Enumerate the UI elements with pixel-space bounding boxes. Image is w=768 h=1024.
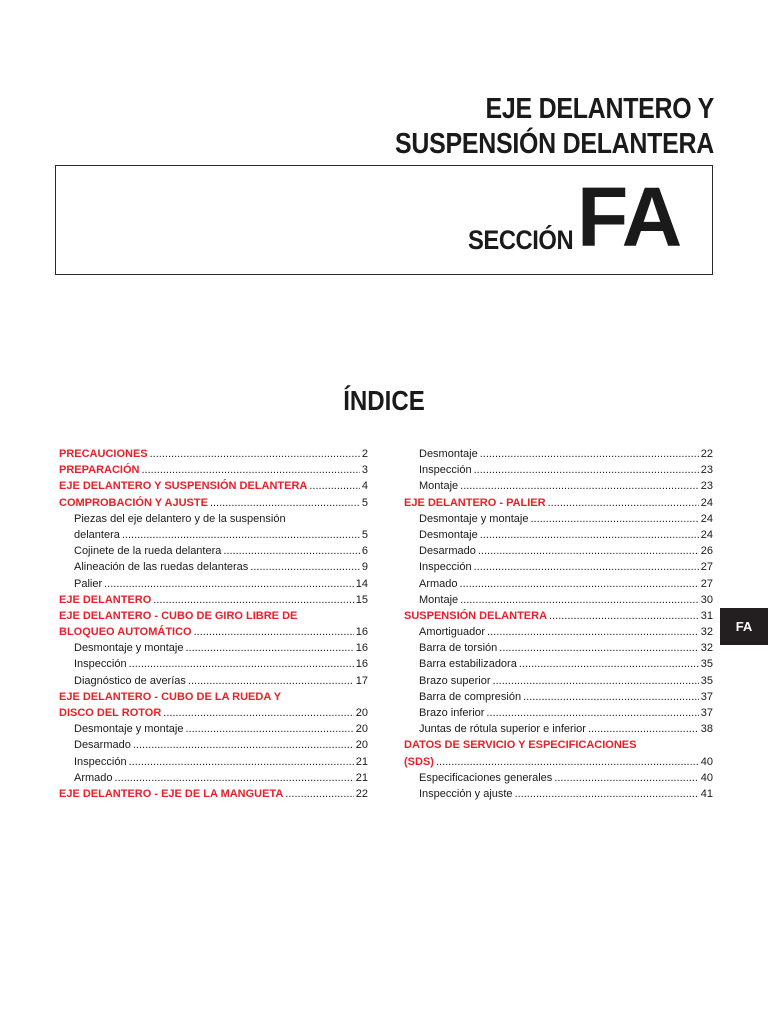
toc-entry-label: Diagnóstico de averías (74, 674, 186, 687)
toc-entry[interactable] (59, 754, 368, 770)
toc-leader-dots (150, 446, 360, 462)
toc-leader-dots (141, 462, 359, 478)
toc-leader-dots (115, 770, 354, 786)
toc-entry-page: 6 (361, 545, 368, 558)
toc-entry[interactable] (59, 770, 368, 786)
section-label: SECCIÓN (468, 225, 574, 255)
toc-entry-label: Inspección (74, 755, 127, 768)
toc-entry-label: Desarmado (419, 545, 476, 558)
toc-entry-page: 27 (700, 577, 713, 590)
toc-entry[interactable] (404, 608, 713, 624)
toc-leader-dots (104, 576, 354, 592)
toc-entry-page: 20 (355, 707, 368, 719)
toc-entry[interactable] (404, 495, 713, 511)
toc-leader-dots (250, 559, 360, 575)
toc-leader-dots (133, 737, 354, 753)
toc-leader-dots (515, 786, 699, 802)
toc-entry[interactable] (404, 689, 713, 705)
toc-entry-page: 4 (361, 480, 368, 493)
toc-leader-dots (129, 656, 354, 672)
toc-entry-label: Armado (419, 577, 458, 590)
toc-entry-label: Barra de compresión (419, 690, 522, 703)
toc-leader-dots (487, 624, 699, 640)
toc-entry[interactable] (59, 511, 368, 527)
toc-entry-label: Armado (74, 771, 113, 784)
toc-leader-dots (436, 754, 699, 770)
toc-entry-label: Palier (74, 577, 103, 590)
toc-leader-dots (588, 721, 699, 737)
toc-entry[interactable] (404, 559, 713, 575)
toc-entry[interactable] (404, 786, 713, 802)
toc-entry-page: 15 (355, 593, 368, 606)
toc-entry-page: 22 (355, 787, 368, 800)
toc-entry[interactable] (59, 737, 368, 753)
toc-entry[interactable] (404, 543, 713, 559)
toc-entry-page: 2 (361, 448, 368, 460)
toc-entry-page: 20 (355, 723, 368, 736)
toc-entry[interactable] (404, 592, 713, 608)
toc-entry-label: Desmontaje (419, 448, 478, 460)
toc-leader-dots (549, 608, 699, 624)
toc-entry[interactable] (404, 721, 713, 737)
toc-entry[interactable] (404, 640, 713, 656)
toc-entry[interactable] (404, 576, 713, 592)
toc-entry-page: 23 (700, 480, 713, 493)
toc-entry-page: 24 (700, 528, 713, 541)
toc-entry[interactable] (59, 576, 368, 592)
toc-entry-page: 35 (700, 658, 713, 671)
toc-leader-dots (185, 721, 353, 737)
toc-entry-label: Barra de torsión (419, 642, 498, 655)
toc-entry-label: Inspección (419, 561, 472, 574)
toc-entry-label: Montaje (419, 593, 459, 606)
toc-entry-label: Alineación de las ruedas delanteras (74, 561, 249, 574)
toc-entry-page: 40 (700, 755, 713, 768)
toc-leader-dots (122, 527, 360, 543)
toc-leader-dots (493, 673, 699, 689)
toc-entry[interactable] (59, 705, 368, 721)
toc-entry-page: 5 (361, 496, 368, 509)
toc-leader-dots (460, 576, 699, 592)
toc-leader-dots (530, 511, 698, 527)
toc-entry[interactable] (59, 608, 368, 624)
toc-entry-label: Amortiguador (419, 626, 486, 639)
toc-entry-page: 32 (700, 642, 713, 655)
toc-entry[interactable] (404, 624, 713, 640)
toc-entry-label: Juntas de rótula superior e inferior (419, 723, 586, 736)
toc-entry-page: 21 (355, 755, 368, 768)
toc-entry-page: 5 (361, 528, 368, 541)
toc-entry-label: EJE DELANTERO - EJE DE LA MANGUETA (59, 787, 284, 800)
toc-leader-dots (460, 478, 699, 494)
toc-leader-dots (548, 495, 699, 511)
toc-entry-page: 30 (700, 593, 713, 606)
toc-entry-label: Cojinete de la rueda delantera (74, 545, 222, 558)
toc-entry[interactable] (59, 495, 368, 511)
toc-entry-label: Barra estabilizadora (419, 658, 517, 671)
toc-entry-label: SUSPENSIÓN DELANTERA (404, 609, 548, 622)
toc-entry[interactable] (59, 543, 368, 559)
toc-entry-page: 20 (355, 739, 368, 752)
toc-entry-label: DISCO DEL ROTOR (59, 707, 162, 719)
toc-entry-label: EJE DELANTERO - PALIER (404, 496, 546, 509)
toc-entry-page: 37 (700, 690, 713, 703)
toc-leader-dots (163, 705, 353, 721)
toc-entry-page: 16 (355, 626, 368, 639)
toc-entry-label: Brazo superior (419, 674, 491, 687)
toc-entry[interactable] (59, 656, 368, 672)
toc-entry-label: Desarmado (74, 739, 131, 752)
toc-leader-dots (474, 462, 699, 478)
toc-leader-dots (480, 527, 699, 543)
toc-entry[interactable] (404, 478, 713, 494)
toc-entry-page: 41 (700, 787, 713, 800)
toc-entry-page: 16 (355, 642, 368, 655)
toc-entry[interactable] (404, 673, 713, 689)
toc-leader-dots (185, 640, 353, 656)
toc-entry-label: EJE DELANTERO (59, 593, 152, 606)
toc-entry[interactable] (59, 721, 368, 737)
toc-entry[interactable] (59, 673, 368, 689)
title-line-1: EJE DELANTERO Y (485, 93, 714, 125)
toc-entry-label: EJE DELANTERO - CUBO DE LA RUEDA Y (59, 690, 282, 703)
toc-leader-dots (474, 559, 699, 575)
toc-entry-label: Especificaciones generales (419, 771, 553, 784)
toc-leader-dots (188, 673, 354, 689)
toc-entry[interactable] (59, 478, 368, 494)
toc-entry[interactable] (404, 462, 713, 478)
toc-entry[interactable] (59, 624, 368, 640)
toc-entry-label: COMPROBACIÓN Y AJUSTE (59, 496, 208, 509)
toc-entry[interactable] (404, 527, 713, 543)
toc-entry[interactable] (59, 462, 368, 478)
toc-leader-dots (285, 786, 353, 802)
toc-entry-label: Inspección (74, 658, 127, 671)
toc-entry[interactable] (404, 511, 713, 527)
toc-entry-label: Desmontaje (419, 528, 478, 541)
toc-entry-label: Montaje (419, 480, 459, 493)
toc-leader-dots (523, 689, 699, 705)
toc-entry-page: 37 (700, 707, 713, 719)
index-title: ÍNDICE (343, 385, 425, 416)
toc-entry-page: 21 (355, 771, 368, 784)
toc-entry-label: (SDS) (404, 755, 434, 768)
toc-entry-page: 27 (700, 561, 713, 574)
toc-entry-page: 24 (700, 512, 713, 525)
toc-entry-label: Brazo inferior (419, 707, 485, 719)
toc-entry-page: 3 (361, 464, 368, 477)
toc-entry[interactable] (404, 446, 713, 462)
toc-entry-label: Inspección y ajuste (419, 787, 513, 800)
toc-leader-dots (223, 543, 359, 559)
toc-entry-page: 40 (700, 771, 713, 784)
toc-entry-page: 14 (355, 577, 368, 590)
toc-entry-page: 17 (355, 674, 368, 687)
toc-entry[interactable] (404, 705, 713, 721)
toc-leader-dots (486, 705, 698, 721)
toc-leader-dots (194, 624, 354, 640)
toc-entry[interactable] (59, 592, 368, 608)
toc-entry[interactable] (404, 656, 713, 672)
toc-leader-dots (519, 656, 699, 672)
toc-entry[interactable] (59, 689, 368, 705)
toc-right-column (404, 446, 713, 802)
toc-entry-label: Inspección (419, 464, 472, 477)
toc-entry-page: 9 (361, 561, 368, 574)
toc-entry-page: 35 (700, 674, 713, 687)
section-code: FA (577, 170, 681, 264)
toc-entry-label: Desmontaje y montaje (74, 642, 184, 655)
toc-leader-dots (210, 495, 360, 511)
toc-leader-dots (460, 592, 699, 608)
toc-entry-label: PRECAUCIONES (59, 448, 148, 460)
toc-entry-label: Desmontaje y montaje (74, 723, 184, 736)
toc-entry-label: Piezas del eje delantero y de la suspensión (74, 512, 286, 525)
toc-leader-dots (554, 770, 698, 786)
toc-entry[interactable] (59, 527, 368, 543)
toc-leader-dots (309, 478, 360, 494)
toc-entry[interactable] (59, 786, 368, 802)
toc-entry-label: BLOQUEO AUTOMÁTICO (59, 626, 192, 639)
toc-entry-page: 22 (700, 448, 713, 460)
toc-entry-label: Desmontaje y montaje (419, 512, 529, 525)
toc-leader-dots (129, 754, 354, 770)
toc-leader-dots (499, 640, 698, 656)
toc-entry[interactable] (404, 737, 713, 753)
toc-entry-page: 16 (355, 658, 368, 671)
section-side-tab[interactable]: FA (720, 608, 768, 645)
toc-entry[interactable] (404, 754, 713, 770)
page-title (395, 92, 714, 162)
toc-leader-dots (153, 592, 353, 608)
toc-entry-page: 24 (700, 496, 713, 509)
toc-entry[interactable] (59, 446, 368, 462)
toc-entry-label: PREPARACIÓN (59, 464, 140, 477)
toc-left-column (59, 446, 368, 802)
toc-entry-label: EJE DELANTERO Y SUSPENSIÓN DELANTERA (59, 480, 308, 493)
toc-entry-label: delantera (74, 528, 120, 541)
toc-entry-label: DATOS DE SERVICIO Y ESPECIFICACIONES (404, 739, 637, 752)
title-line-2: SUSPENSIÓN DELANTERA (394, 128, 714, 160)
toc-entry-label: EJE DELANTERO - CUBO DE GIRO LIBRE DE (59, 609, 298, 622)
toc-entry-page: 31 (700, 609, 713, 622)
toc-entry-page: 38 (700, 723, 713, 736)
toc-entry[interactable] (404, 770, 713, 786)
toc-entry-page: 26 (700, 545, 713, 558)
toc-entry-page: 23 (700, 464, 713, 477)
toc-leader-dots (480, 446, 699, 462)
toc-leader-dots (478, 543, 699, 559)
toc-entry[interactable] (59, 640, 368, 656)
toc-entry[interactable] (59, 559, 368, 575)
toc-entry-page: 32 (700, 626, 713, 639)
